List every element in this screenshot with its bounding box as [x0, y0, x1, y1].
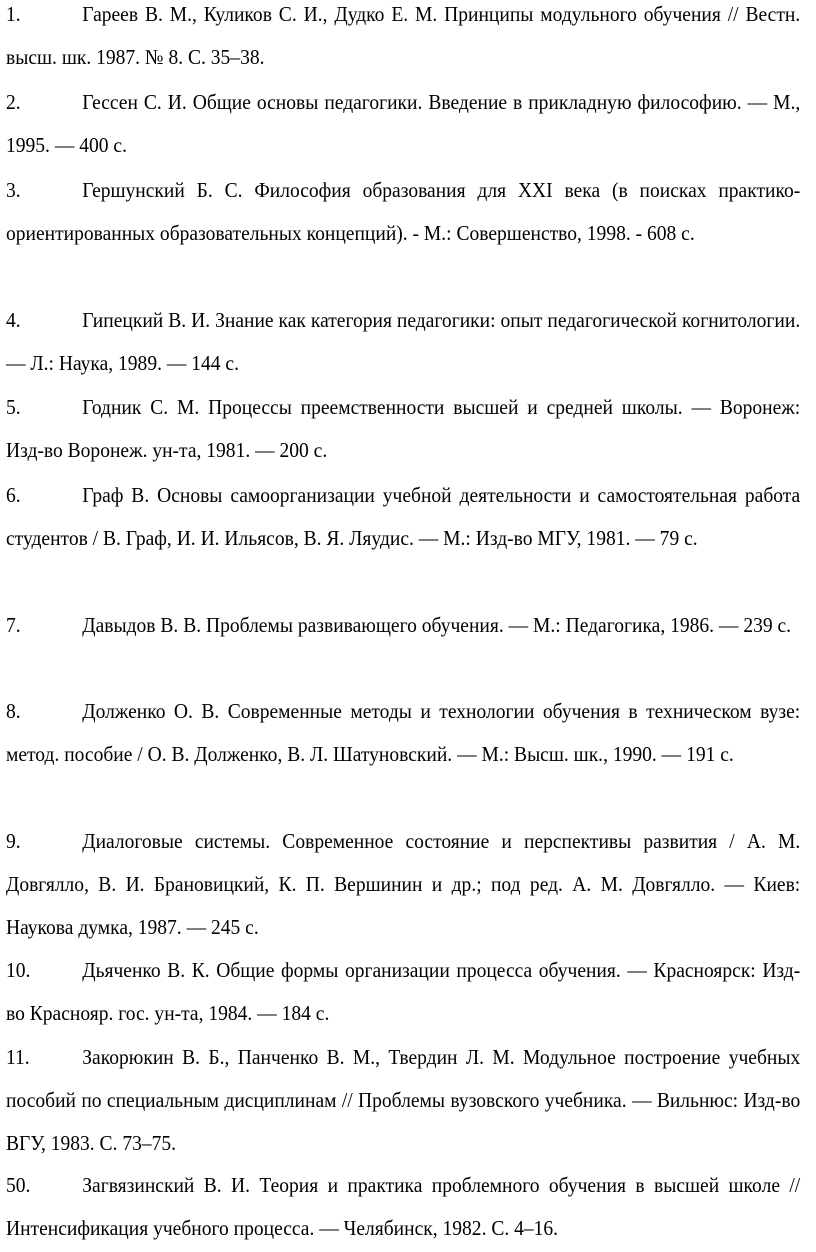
reference-item	[6, 820, 800, 949]
reference-item	[6, 474, 800, 560]
reference-number: 9.	[6, 829, 21, 853]
reference-number: 6.	[6, 483, 21, 507]
reference-item	[6, 386, 800, 472]
reference-number: 10.	[6, 958, 31, 982]
reference-item	[6, 0, 800, 79]
reference-item	[6, 690, 800, 776]
reference-text: Гареев В. М., Куликов С. И., Дудко Е. М. Принципы модульного обучения // Вестн. высш. шк. 1987. № 8. С. 35–38.	[6, 2, 801, 69]
reference-text: Годник С. М. Процессы преемственности высшей и средней школы. — Воронеж: Изд-во Воронеж. ун-та, 1981. — 200 с.	[6, 395, 801, 462]
reference-number: 8.	[6, 699, 21, 723]
reference-item	[6, 299, 800, 385]
reference-number: 3.	[6, 178, 21, 202]
reference-item	[6, 81, 800, 167]
reference-text: Загвязинский В. И. Теория и практика проблемного обучения в высшей школе // Интенсификация учебного процесса. — Челябинск, 1982. С. 4–16.	[6, 1173, 801, 1240]
reference-number: 11.	[6, 1045, 30, 1069]
reference-item	[6, 1036, 800, 1165]
reference-text: Дьяченко В. К. Общие формы организации процесса обучения. — Красноярск: Изд-во Краснояр. гос. ун-та, 1984. — 184 с.	[6, 958, 801, 1025]
reference-number: 2.	[6, 90, 21, 114]
reference-item	[6, 949, 800, 1035]
reference-text: Диалоговые системы. Современное состояние и перспективы развития / А. М. Довгялло, В. И. Брановицкий, К. П. Вершинин и др.; под ред. А. М. Довгялло. — Киев: Наукова думка, 1987. — 245 с.	[6, 829, 801, 939]
reference-number: 4.	[6, 308, 21, 332]
reference-text: Гершунский Б. С. Философия образования для XXI века (в поисках практико-ориентированных образовательных концепций). - М.: Совершенство, 1998. - 608 с.	[6, 178, 801, 245]
reference-text: Долженко О. В. Современные методы и технологии обучения в техническом вузе: метод. пособие / О. В. Долженко, В. Л. Шатуновский. — М.: Высш. шк., 1990. — 191 с.	[6, 699, 801, 766]
reference-number: 5.	[6, 395, 21, 419]
reference-text: Гессен С. И. Общие основы педагогики. Введение в прикладную философию. — М., 1995. — 400 с.	[6, 90, 801, 157]
reference-number: 1.	[6, 2, 21, 26]
reference-text: Давыдов В. В. Проблемы развивающего обучения. — М.: Педагогика, 1986. — 239 с.	[82, 613, 792, 637]
reference-text: Гипецкий В. И. Знание как категория педагогики: опыт педагогической когнитологии. — Л.: Наука, 1989. — 144 с.	[6, 308, 801, 375]
reference-text: Граф В. Основы самоорганизации учебной деятельности и самостоятельная работа студентов / В. Граф, И. И. Ильясов, В. Я. Ляудис. — М.: Изд-во МГУ, 1981. — 79 с.	[6, 483, 801, 550]
reference-number: 50.	[6, 1173, 31, 1197]
reference-item	[6, 169, 800, 255]
reference-item	[6, 1164, 800, 1250]
reference-number: 7.	[6, 613, 21, 637]
reference-text: Закорюкин В. Б., Панченко В. М., Твердин Л. М. Модульное построение учебных пособий по специальным дисциплинам // Проблемы вузовского учебника. — Вильнюс: Изд-во ВГУ, 1983. С. 73–75.	[6, 1045, 801, 1155]
reference-item	[6, 604, 800, 647]
